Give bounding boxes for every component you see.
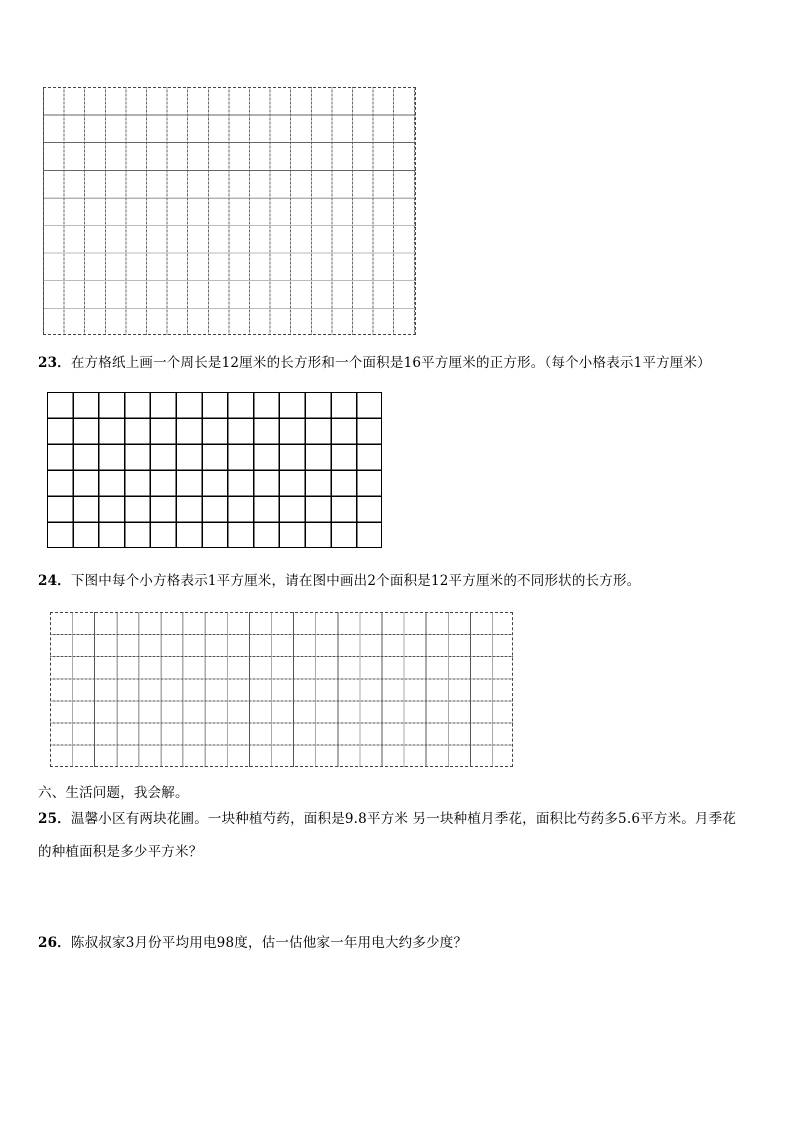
question-25-line1 bbox=[38, 810, 736, 828]
question-25-line2: 的种植面积是多少平方米？ bbox=[38, 844, 203, 860]
question-23-text: 在方格纸上画一个周长是12厘米的长方形和一个面积是16平方厘米的正方形。（每个小格表示1平方厘米） bbox=[70, 355, 711, 371]
question-25-text-line1: 温馨小区有两块花圃。一块种植芍药，面积是9.8平方米 另一块种植月季花，面积比芍药多5.6平方米。月季花 bbox=[70, 811, 737, 827]
question-26-number: 26． bbox=[38, 935, 71, 951]
section-6-title: 六、生活问题，我会解。 bbox=[38, 785, 189, 801]
question-23 bbox=[38, 354, 711, 372]
drawing-grid-dashed-bottom[interactable] bbox=[50, 612, 513, 767]
question-25-number: 25． bbox=[38, 811, 71, 827]
grid-dash-overlay bbox=[44, 88, 415, 334]
grid-dash-overlay bbox=[51, 613, 512, 766]
question-26-text: 陈叔叔家3月份平均用电98度，估一估他家一年用电大约多少度？ bbox=[70, 935, 468, 951]
drawing-grid-solid[interactable] bbox=[47, 392, 382, 548]
question-24 bbox=[38, 572, 640, 590]
question-26 bbox=[38, 934, 467, 952]
question-24-text: 下图中每个小方格表示1平方厘米，请在图中画出2个面积是12平方厘米的不同形状的长方形。 bbox=[70, 573, 641, 589]
question-23-number: 23． bbox=[38, 355, 71, 371]
drawing-grid-dashed-top[interactable] bbox=[43, 87, 416, 335]
question-24-number: 24． bbox=[38, 573, 71, 589]
